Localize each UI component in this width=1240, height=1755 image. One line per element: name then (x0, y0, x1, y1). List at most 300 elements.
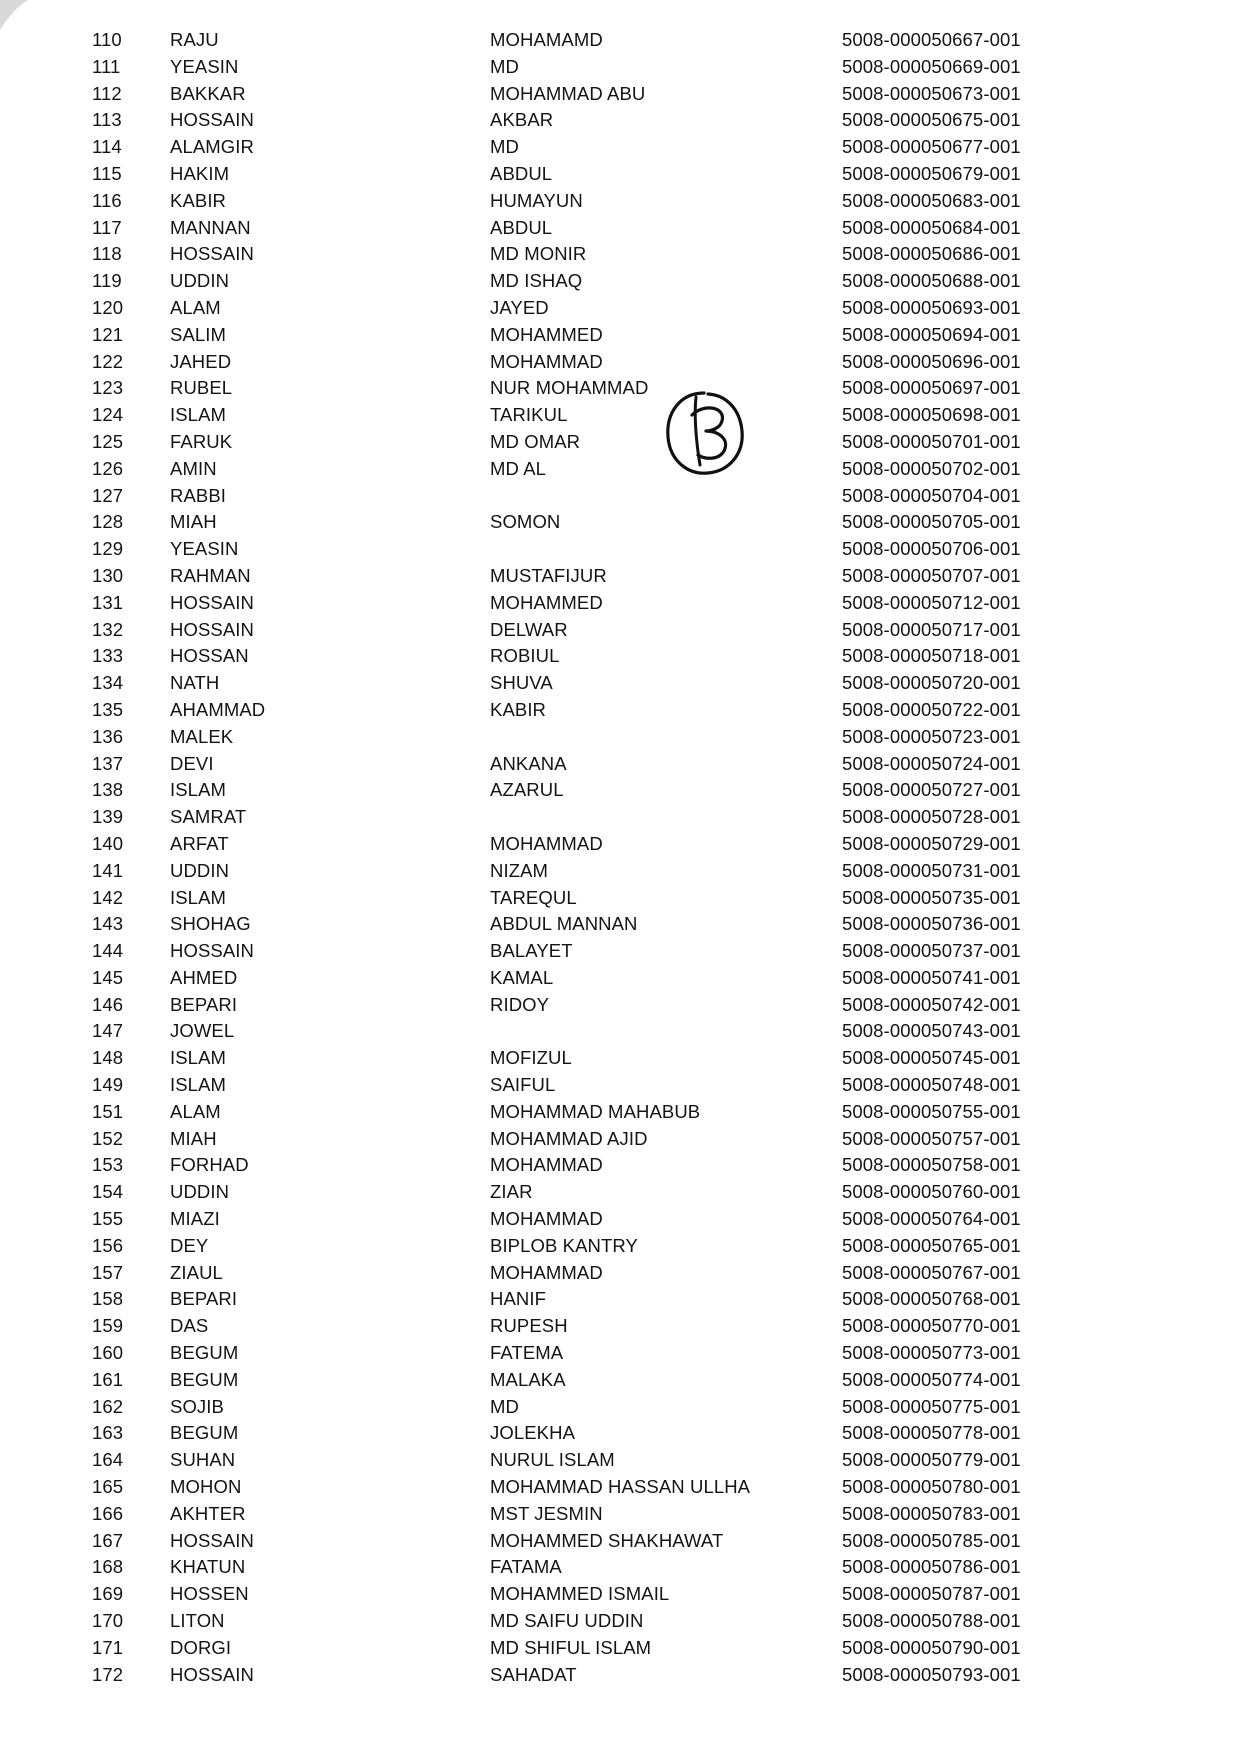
first-name: FATAMA (490, 1556, 562, 1578)
account-number: 5008-000050717-001 (842, 618, 1021, 640)
account-number: 5008-000050727-001 (842, 779, 1021, 801)
first-name: SAHADAT (490, 1663, 577, 1685)
first-name: JAYED (490, 296, 549, 318)
account-number: 5008-000050673-001 (842, 82, 1021, 104)
account-number: 5008-000050701-001 (842, 430, 1021, 452)
row-number: 155 (92, 1208, 124, 1230)
first-name: NIZAM (490, 859, 549, 881)
list-row (0, 107, 1240, 134)
first-name: MD SHIFUL ISLAM (490, 1636, 652, 1658)
last-name: MIAH (170, 1127, 217, 1149)
row-number: 135 (92, 698, 124, 720)
account-number: 5008-000050683-001 (842, 189, 1021, 211)
list-row (0, 1501, 1240, 1528)
first-name: MOHAMMAD (490, 1154, 603, 1176)
list-row (0, 911, 1240, 938)
row-number: 149 (92, 1074, 124, 1096)
last-name: SHOHAG (170, 913, 251, 935)
account-number: 5008-000050742-001 (842, 993, 1021, 1015)
last-name: DEVI (170, 752, 214, 774)
list-row (0, 1233, 1240, 1260)
account-number: 5008-000050741-001 (842, 966, 1021, 988)
last-name: HOSSAIN (170, 1529, 254, 1551)
account-number: 5008-000050684-001 (842, 216, 1021, 238)
row-number: 156 (92, 1234, 124, 1256)
first-name: MOHAMMED ISMAIL (490, 1583, 670, 1605)
last-name: AHMED (170, 966, 238, 988)
last-name: UDDIN (170, 859, 230, 881)
first-name: RIDOY (490, 993, 550, 1015)
first-name: MOHAMAMD (490, 29, 603, 50)
first-name: NUR MOHAMMAD (490, 377, 649, 399)
list-row (0, 1367, 1240, 1394)
account-number: 5008-000050764-001 (842, 1208, 1021, 1230)
account-number: 5008-000050702-001 (842, 457, 1021, 479)
first-name: MOHAMMAD HASSAN ULLHA (490, 1476, 751, 1498)
account-number: 5008-000050686-001 (842, 243, 1021, 265)
last-name: MIAH (170, 511, 217, 533)
list-row (0, 885, 1240, 912)
row-number: 172 (92, 1663, 124, 1685)
row-number: 164 (92, 1449, 124, 1471)
account-number: 5008-000050793-001 (842, 1663, 1021, 1685)
row-number: 142 (92, 886, 124, 908)
account-list (0, 27, 1240, 1688)
list-row (0, 509, 1240, 536)
last-name: MANNAN (170, 216, 251, 238)
last-name: YEASIN (170, 538, 239, 560)
account-number: 5008-000050745-001 (842, 1047, 1021, 1069)
list-row (0, 777, 1240, 804)
first-name: MOHAMMAD (490, 832, 603, 854)
first-name: MOHAMMED (490, 591, 603, 613)
last-name: DORGI (170, 1636, 232, 1658)
row-number: 123 (92, 377, 124, 399)
last-name: HOSSAIN (170, 618, 254, 640)
row-number: 117 (92, 216, 122, 238)
last-name: SOJIB (170, 1395, 224, 1417)
account-number: 5008-000050679-001 (842, 162, 1021, 184)
last-name: KHATUN (170, 1556, 246, 1578)
account-number: 5008-000050786-001 (842, 1556, 1021, 1578)
account-number: 5008-000050774-001 (842, 1368, 1021, 1390)
list-row (0, 402, 1240, 429)
list-row (0, 563, 1240, 590)
row-number: 171 (92, 1636, 124, 1658)
first-name: BALAYET (490, 940, 573, 962)
row-number: 110 (92, 29, 122, 50)
row-number: 151 (92, 1100, 124, 1122)
row-number: 160 (92, 1342, 124, 1364)
row-number: 138 (92, 779, 124, 801)
row-number: 130 (92, 564, 124, 586)
account-number: 5008-000050675-001 (842, 109, 1021, 131)
account-number: 5008-000050722-001 (842, 698, 1021, 720)
row-number: 158 (92, 1288, 124, 1310)
row-number: 165 (92, 1476, 124, 1498)
row-number: 133 (92, 645, 124, 667)
row-number: 116 (92, 189, 122, 211)
first-name: MD (490, 136, 519, 158)
first-name: MALAKA (490, 1368, 566, 1390)
first-name: MOHAMMAD (490, 350, 603, 372)
last-name: RUBEL (170, 377, 233, 399)
list-row (0, 1608, 1240, 1635)
first-name: MD AL (490, 457, 547, 479)
row-number: 152 (92, 1127, 124, 1149)
last-name: LITON (170, 1610, 225, 1632)
first-name: MOFIZUL (490, 1047, 572, 1069)
list-row (0, 241, 1240, 268)
account-number: 5008-000050697-001 (842, 377, 1021, 399)
account-number: 5008-000050712-001 (842, 591, 1021, 613)
account-number: 5008-000050706-001 (842, 538, 1021, 560)
last-name: HAKIM (170, 162, 230, 184)
row-number: 126 (92, 457, 124, 479)
last-name: KABIR (170, 189, 227, 211)
account-number: 5008-000050720-001 (842, 672, 1021, 694)
row-number: 146 (92, 993, 124, 1015)
first-name: HANIF (490, 1288, 546, 1310)
last-name: ISLAM (170, 1047, 227, 1069)
account-number: 5008-000050723-001 (842, 725, 1021, 747)
first-name: KAMAL (490, 966, 554, 988)
list-row (0, 643, 1240, 670)
last-name: SALIM (170, 323, 227, 345)
first-name: ABDUL MANNAN (490, 913, 638, 935)
last-name: ALAM (170, 1100, 221, 1122)
last-name: AMIN (170, 457, 217, 479)
account-number: 5008-000050778-001 (842, 1422, 1021, 1444)
last-name: SAMRAT (170, 806, 247, 828)
row-number: 114 (92, 136, 122, 158)
last-name: ISLAM (170, 779, 227, 801)
row-number: 125 (92, 430, 124, 452)
list-row (0, 188, 1240, 215)
list-row (0, 697, 1240, 724)
account-number: 5008-000050765-001 (842, 1234, 1021, 1256)
account-number: 5008-000050783-001 (842, 1502, 1021, 1524)
list-row (0, 1554, 1240, 1581)
account-number: 5008-000050669-001 (842, 55, 1021, 77)
account-number: 5008-000050731-001 (842, 859, 1021, 881)
last-name: ZIAUL (170, 1261, 223, 1283)
last-name: DAS (170, 1315, 209, 1337)
row-number: 120 (92, 296, 124, 318)
first-name: MOHAMMAD AJID (490, 1127, 648, 1149)
row-number: 143 (92, 913, 124, 935)
first-name: ABDUL (490, 162, 553, 184)
row-number: 111 (92, 55, 121, 77)
row-number: 131 (92, 591, 124, 613)
first-name: ZIAR (490, 1181, 533, 1203)
account-number: 5008-000050724-001 (842, 752, 1021, 774)
first-name: RUPESH (490, 1315, 568, 1337)
last-name: BEPARI (170, 1288, 238, 1310)
first-name: NURUL ISLAM (490, 1449, 615, 1471)
account-number: 5008-000050688-001 (842, 270, 1021, 292)
last-name: JAHED (170, 350, 232, 372)
list-row (0, 1394, 1240, 1421)
row-number: 118 (92, 243, 122, 265)
last-name: NATH (170, 672, 220, 694)
last-name: MOHON (170, 1476, 242, 1498)
row-number: 154 (92, 1181, 124, 1203)
account-number: 5008-000050760-001 (842, 1181, 1021, 1203)
row-number: 168 (92, 1556, 124, 1578)
row-number: 157 (92, 1261, 124, 1283)
last-name: BEGUM (170, 1422, 239, 1444)
list-row (0, 1635, 1240, 1662)
list-row (0, 1206, 1240, 1233)
account-number: 5008-000050737-001 (842, 940, 1021, 962)
last-name: BEPARI (170, 993, 238, 1015)
row-number: 139 (92, 806, 124, 828)
account-number: 5008-000050707-001 (842, 564, 1021, 586)
list-row (0, 81, 1240, 108)
row-number: 122 (92, 350, 124, 372)
last-name: ISLAM (170, 1074, 227, 1096)
row-number: 169 (92, 1583, 124, 1605)
list-row (0, 670, 1240, 697)
last-name: FARUK (170, 430, 233, 452)
last-name: UDDIN (170, 270, 230, 292)
account-number: 5008-000050768-001 (842, 1288, 1021, 1310)
last-name: BEGUM (170, 1368, 239, 1390)
last-name: HOSSAIN (170, 109, 254, 131)
last-name: ISLAM (170, 886, 227, 908)
list-row (0, 1260, 1240, 1287)
last-name: ARFAT (170, 832, 229, 854)
list-row (0, 27, 1240, 54)
first-name: HUMAYUN (490, 189, 583, 211)
last-name: FORHAD (170, 1154, 249, 1176)
list-row (0, 349, 1240, 376)
last-name: HOSSEN (170, 1583, 249, 1605)
row-number: 140 (92, 832, 124, 854)
account-number: 5008-000050755-001 (842, 1100, 1021, 1122)
row-number: 121 (92, 323, 124, 345)
list-row (0, 483, 1240, 510)
first-name: MUSTAFIJUR (490, 564, 607, 586)
last-name: UDDIN (170, 1181, 230, 1203)
list-row (0, 1179, 1240, 1206)
first-name: MOHAMMAD (490, 1261, 603, 1283)
first-name: MD ISHAQ (490, 270, 583, 292)
row-number: 127 (92, 484, 124, 506)
list-row (0, 992, 1240, 1019)
account-number: 5008-000050780-001 (842, 1476, 1021, 1498)
row-number: 141 (92, 859, 124, 881)
last-name: ISLAM (170, 404, 227, 426)
row-number: 124 (92, 404, 124, 426)
account-number: 5008-000050775-001 (842, 1395, 1021, 1417)
account-number: 5008-000050758-001 (842, 1154, 1021, 1176)
first-name: MOHAMMAD MAHABUB (490, 1100, 701, 1122)
row-number: 128 (92, 511, 124, 533)
account-number: 5008-000050757-001 (842, 1127, 1021, 1149)
row-number: 132 (92, 618, 124, 640)
row-number: 170 (92, 1610, 124, 1632)
last-name: RAHMAN (170, 564, 251, 586)
list-row (0, 215, 1240, 242)
list-row (0, 295, 1240, 322)
list-row (0, 429, 1240, 456)
account-number: 5008-000050694-001 (842, 323, 1021, 345)
list-row (0, 590, 1240, 617)
first-name: TARIKUL (490, 404, 568, 426)
account-number: 5008-000050779-001 (842, 1449, 1021, 1471)
account-number: 5008-000050718-001 (842, 645, 1021, 667)
list-row (0, 965, 1240, 992)
last-name: HOSSAN (170, 645, 249, 667)
list-row (0, 268, 1240, 295)
last-name: MALEK (170, 725, 234, 747)
row-number: 153 (92, 1154, 124, 1176)
last-name: AKHTER (170, 1502, 246, 1524)
list-row (0, 858, 1240, 885)
list-row (0, 1126, 1240, 1153)
first-name: SAIFUL (490, 1074, 556, 1096)
list-row (0, 1099, 1240, 1126)
first-name: KABIR (490, 698, 547, 720)
list-row (0, 938, 1240, 965)
last-name: SUHAN (170, 1449, 236, 1471)
first-name: AZARUL (490, 779, 564, 801)
list-row (0, 1018, 1240, 1045)
row-number: 161 (92, 1368, 124, 1390)
last-name: BEGUM (170, 1342, 239, 1364)
list-row (0, 751, 1240, 778)
first-name: ROBIUL (490, 645, 560, 667)
account-number: 5008-000050736-001 (842, 913, 1021, 935)
last-name: HOSSAIN (170, 243, 254, 265)
row-number: 137 (92, 752, 124, 774)
account-number: 5008-000050698-001 (842, 404, 1021, 426)
row-number: 144 (92, 940, 124, 962)
account-number: 5008-000050735-001 (842, 886, 1021, 908)
row-number: 145 (92, 966, 124, 988)
first-name: BIPLOB KANTRY (490, 1234, 638, 1256)
first-name: MD MONIR (490, 243, 587, 265)
last-name: RABBI (170, 484, 227, 506)
list-row (0, 161, 1240, 188)
first-name: MD (490, 55, 519, 77)
list-row (0, 1447, 1240, 1474)
last-name: YEASIN (170, 55, 239, 77)
list-row (0, 1286, 1240, 1313)
list-row (0, 1581, 1240, 1608)
list-row (0, 1662, 1240, 1689)
list-row (0, 322, 1240, 349)
row-number: 159 (92, 1315, 124, 1337)
account-number: 5008-000050728-001 (842, 806, 1021, 828)
first-name: MOHAMMED (490, 323, 603, 345)
last-name: HOSSAIN (170, 940, 254, 962)
list-row (0, 1340, 1240, 1367)
list-row (0, 804, 1240, 831)
list-row (0, 375, 1240, 402)
first-name: SHUVA (490, 672, 553, 694)
row-number: 136 (92, 725, 124, 747)
list-row (0, 724, 1240, 751)
list-row (0, 1528, 1240, 1555)
account-number: 5008-000050667-001 (842, 29, 1021, 50)
first-name: MOHAMMAD ABU (490, 82, 646, 104)
row-number: 115 (92, 162, 122, 184)
first-name: TAREQUL (490, 886, 577, 908)
last-name: DEY (170, 1234, 209, 1256)
first-name: MOHAMMED SHAKHAWAT (490, 1529, 724, 1551)
last-name: MIAZI (170, 1208, 220, 1230)
list-row (0, 456, 1240, 483)
row-number: 147 (92, 1020, 124, 1042)
first-name: MOHAMMAD (490, 1208, 603, 1230)
account-number: 5008-000050767-001 (842, 1261, 1021, 1283)
account-number: 5008-000050729-001 (842, 832, 1021, 854)
handwritten-circled-number (660, 385, 750, 480)
list-row (0, 1152, 1240, 1179)
row-number: 163 (92, 1422, 124, 1444)
row-number: 129 (92, 538, 124, 560)
account-number: 5008-000050705-001 (842, 511, 1021, 533)
list-row (0, 1420, 1240, 1447)
list-row (0, 1045, 1240, 1072)
row-number: 148 (92, 1047, 124, 1069)
account-number: 5008-000050693-001 (842, 296, 1021, 318)
first-name: MD (490, 1395, 519, 1417)
account-number: 5008-000050677-001 (842, 136, 1021, 158)
list-row (0, 617, 1240, 644)
row-number: 167 (92, 1529, 124, 1551)
first-name: SOMON (490, 511, 561, 533)
first-name: MD SAIFU UDDIN (490, 1610, 644, 1632)
first-name: MD OMAR (490, 430, 581, 452)
first-name: FATEMA (490, 1342, 564, 1364)
row-number: 162 (92, 1395, 124, 1417)
last-name: RAJU (170, 29, 219, 50)
list-row (0, 536, 1240, 563)
row-number: 134 (92, 672, 124, 694)
account-number: 5008-000050790-001 (842, 1636, 1021, 1658)
account-number: 5008-000050785-001 (842, 1529, 1021, 1551)
account-number: 5008-000050704-001 (842, 484, 1021, 506)
first-name: ABDUL (490, 216, 553, 238)
account-number: 5008-000050770-001 (842, 1315, 1021, 1337)
account-number: 5008-000050743-001 (842, 1020, 1021, 1042)
list-row (0, 134, 1240, 161)
last-name: JOWEL (170, 1020, 235, 1042)
row-number: 113 (92, 109, 122, 131)
first-name: AKBAR (490, 109, 554, 131)
first-name: DELWAR (490, 618, 568, 640)
list-row (0, 831, 1240, 858)
list-row (0, 1474, 1240, 1501)
last-name: HOSSAIN (170, 591, 254, 613)
account-number: 5008-000050696-001 (842, 350, 1021, 372)
account-number: 5008-000050788-001 (842, 1610, 1021, 1632)
first-name: ANKANA (490, 752, 567, 774)
account-number: 5008-000050787-001 (842, 1583, 1021, 1605)
row-number: 119 (92, 270, 122, 292)
account-number: 5008-000050748-001 (842, 1074, 1021, 1096)
last-name: HOSSAIN (170, 1663, 254, 1685)
list-row (0, 54, 1240, 81)
last-name: ALAMGIR (170, 136, 254, 158)
row-number: 166 (92, 1502, 124, 1524)
row-number: 112 (92, 82, 122, 104)
account-number: 5008-000050773-001 (842, 1342, 1021, 1364)
